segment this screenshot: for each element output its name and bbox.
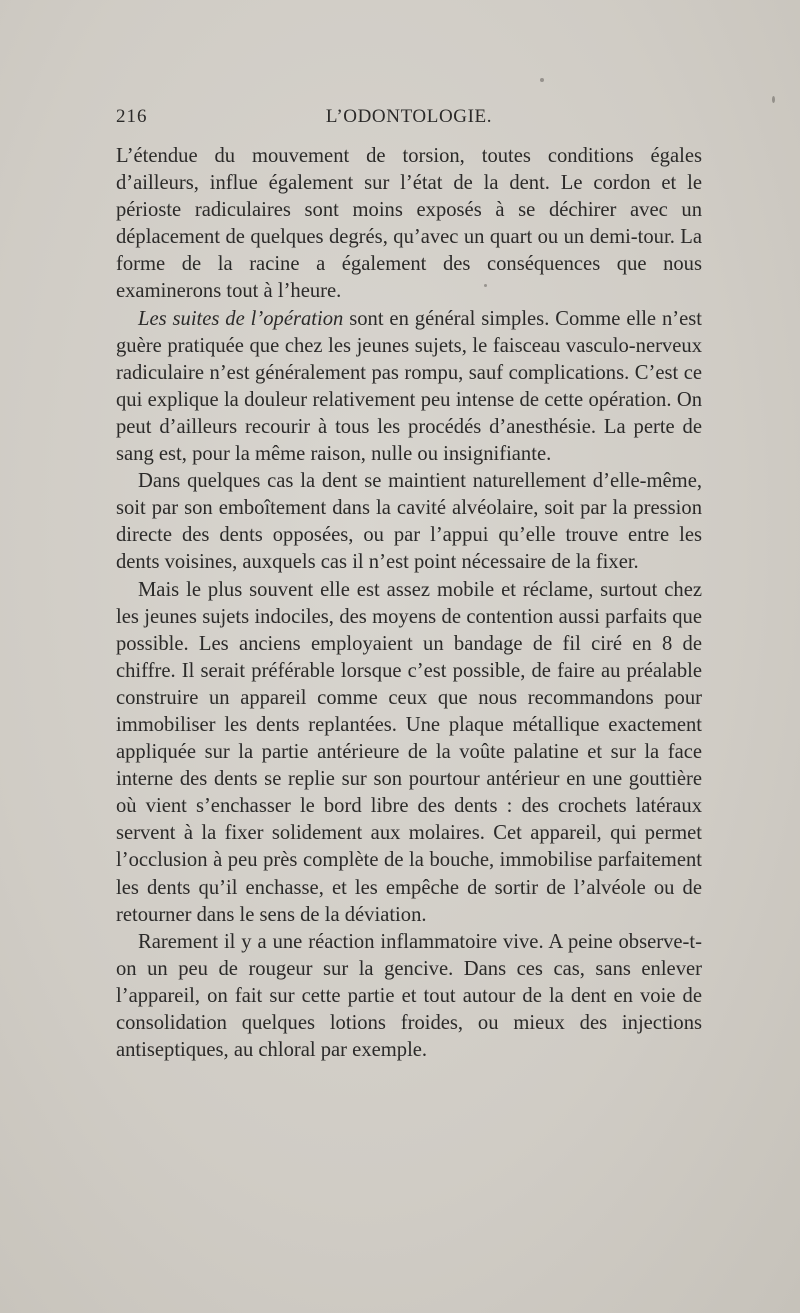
page-number: 216 — [116, 106, 148, 127]
paragraph-1: L’étendue du mouvement de torsion, toutes conditions égales d’ailleurs, influe également sur l’état de la dent. Le cordon et le périoste radiculaires sont moins exposés à se déchirer avec un déplacement de quelques degrés, qu’avec un quart ou un demi-tour. La forme de la racine a également des conséquences que nous examinerons tout à l’heure. — [116, 145, 702, 303]
paragraph-2-text: sont en général simples. Comme elle n’est guère pratiquée que chez les jeunes sujets, le faisceau vasculo-nerveux radiculaire n’est généralement pas rompu, sauf complications. C’est ce qui explique la douleur relativement peu intense de cette opération. On peut d’ailleurs recourir à tous les procédés d’anesthésie. La perte de sang est, pour la même raison, nulle ou insignifiante. — [116, 307, 702, 466]
running-title: L’ODONTOLOGIE. — [325, 106, 493, 127]
paragraph-3: Dans quelques cas la dent se maintient naturellement d’elle-même, soit par son emboîtement dans la cavité alvéolaire, soit par la pression directe des dents opposées, ou par l’appui qu’elle trouve entre les dents voisines, auxquels cas il n’est point nécessaire de la fixer. — [116, 470, 702, 574]
paper-speck — [772, 96, 775, 103]
paragraph-2-italic-lead: Les suites de l’opération — [138, 307, 344, 330]
body-text — [116, 143, 702, 1064]
paper-speck — [484, 284, 487, 287]
paragraph-4: Mais le plus souvent elle est assez mobile et réclame, surtout chez les jeunes sujets indociles, des moyens de contention aussi parfaits que possible. Les anciens employaient un bandage de fil ciré en 8 de chiffre. Il serait préférable lorsque c’est possible, de faire au préalable construire un appareil comme ceux que nous recommandons pour immobiliser les dents replantées. Une plaque métallique exactement appliquée sur la partie antérieure de la voûte palatine et sur la face interne des dents se replie sur son pourtour antérieur en une gouttière où vient s’enchasser le bord libre des dents : des crochets latéraux servent à la fixer solidement aux molaires. Cet appareil, qui permet l’occlusion à peu près complète de la bouche, immobilise parfaitement les dents qu’il enchasse, et les empêche de sortir de l’alvéole ou de retourner dans le sens de la déviation. — [116, 578, 702, 926]
paper-speck — [540, 78, 544, 82]
paragraph-5: Rarement il y a une réaction inflammatoire vive. A peine observe-t-on un peu de rougeur sur la gencive. Dans ces cas, sans enlever l’appareil, on fait sur cette partie et tout autour de la dent en voie de consolidation quelques lotions froides, ou mieux des injections antiseptiques, au chloral par exemple. — [116, 930, 702, 1062]
page-header — [116, 100, 702, 134]
paragraph-2 — [116, 306, 702, 469]
